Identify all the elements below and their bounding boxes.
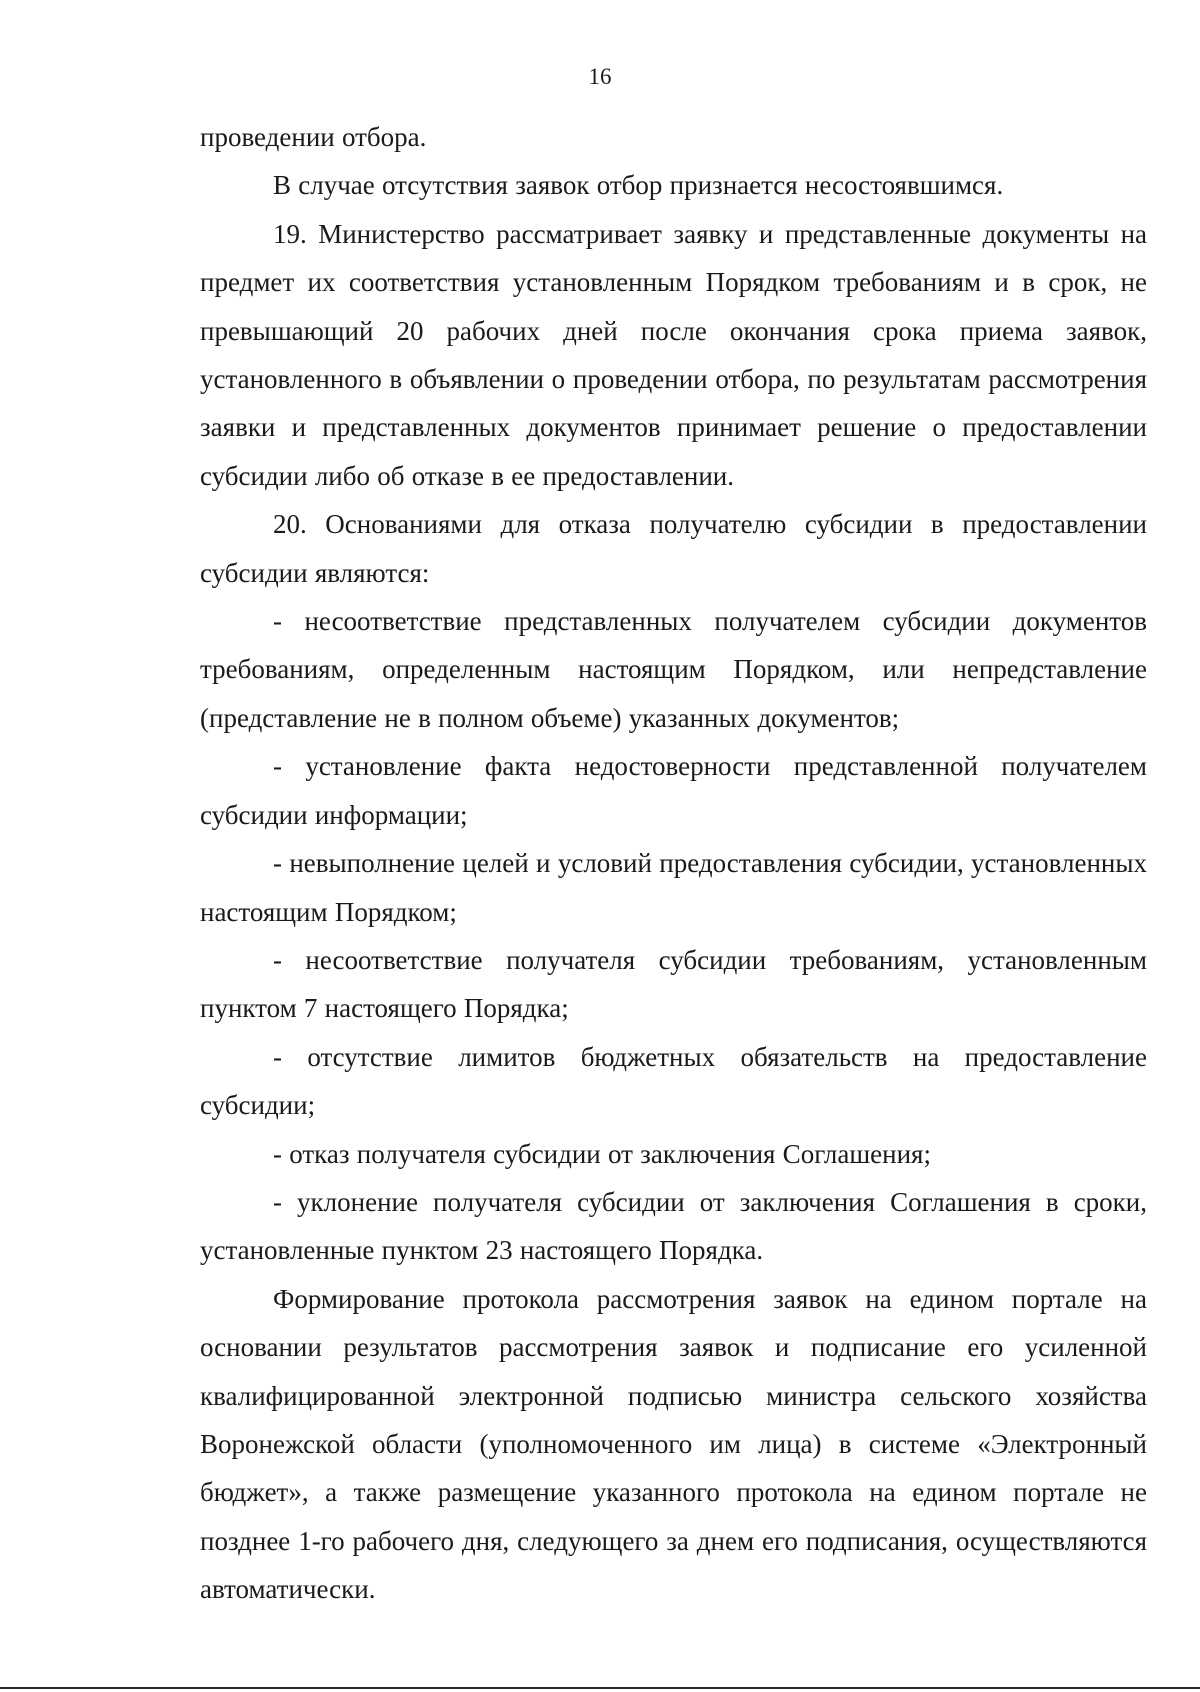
bottom-border-line bbox=[0, 1687, 1200, 1689]
list-item-refusal-reason: - отсутствие лимитов бюджетных обязательств на предоставление субсидии; bbox=[200, 1041, 1147, 1121]
page-number: 16 bbox=[588, 64, 612, 89]
document-body bbox=[200, 113, 1147, 1614]
paragraph-continuation: проведении отбора. bbox=[200, 122, 427, 152]
list-item-refusal-reason: - установление факта недостоверности представленной получателем субсидии информации; bbox=[200, 751, 1147, 830]
list-item-refusal-reason: - несоответствие представленных получателем субсидии документов требованиям, определенным настоящим Порядком, или непредставление (представление не в полном объеме) указанных документов; bbox=[200, 606, 1147, 733]
list-item-refusal-reason: - уклонение получателя субсидии от заключения Соглашения в сроки, установленные пунктом 23 настоящего Порядка. bbox=[200, 1186, 1147, 1266]
list-item-refusal-reason: - отказ получателя субсидии от заключения Соглашения; bbox=[273, 1138, 931, 1169]
list-item-refusal-reason: - несоответствие получателя субсидии требованиям, установленным пунктом 7 настоящего Порядка; bbox=[200, 944, 1147, 1024]
list-item-refusal-reason: - невыполнение целей и условий предоставления субсидии, установленных настоящим Порядком; bbox=[200, 848, 1147, 927]
paragraph-protocol-formation: Формирование протокола рассмотрения заявок на едином портале на основании результатов рассмотрения заявок и подписание его усиленной квалифицированной электронной подписью министра сельского хозяйства Воронежской области (уполномоченного им лица) в системе «Электронный бюджет», а также размещение указанного протокола на едином портале не позднее 1-го рабочего дня, следующего за днем его подписания, осуществляются автоматически. bbox=[200, 1283, 1147, 1605]
paragraph-no-applications: В случае отсутствия заявок отбор признается несостоявшимся. bbox=[273, 170, 1004, 201]
paragraph-clause-20: 20. Основаниями для отказа получателю субсидии в предоставлении субсидии являются: bbox=[200, 509, 1147, 588]
paragraph-clause-19: 19. Министерство рассматривает заявку и представленные документы на предмет их соответствия установленным Порядком требованиям и в срок, не превышающий 20 рабочих дней после окончания срока приема заявок, установленного в объявлении о проведении отбора, по результатам рассмотрения заявки и представленных документов принимает решение о предоставлении субсидии либо об отказе в ее предоставлении. bbox=[200, 218, 1147, 491]
